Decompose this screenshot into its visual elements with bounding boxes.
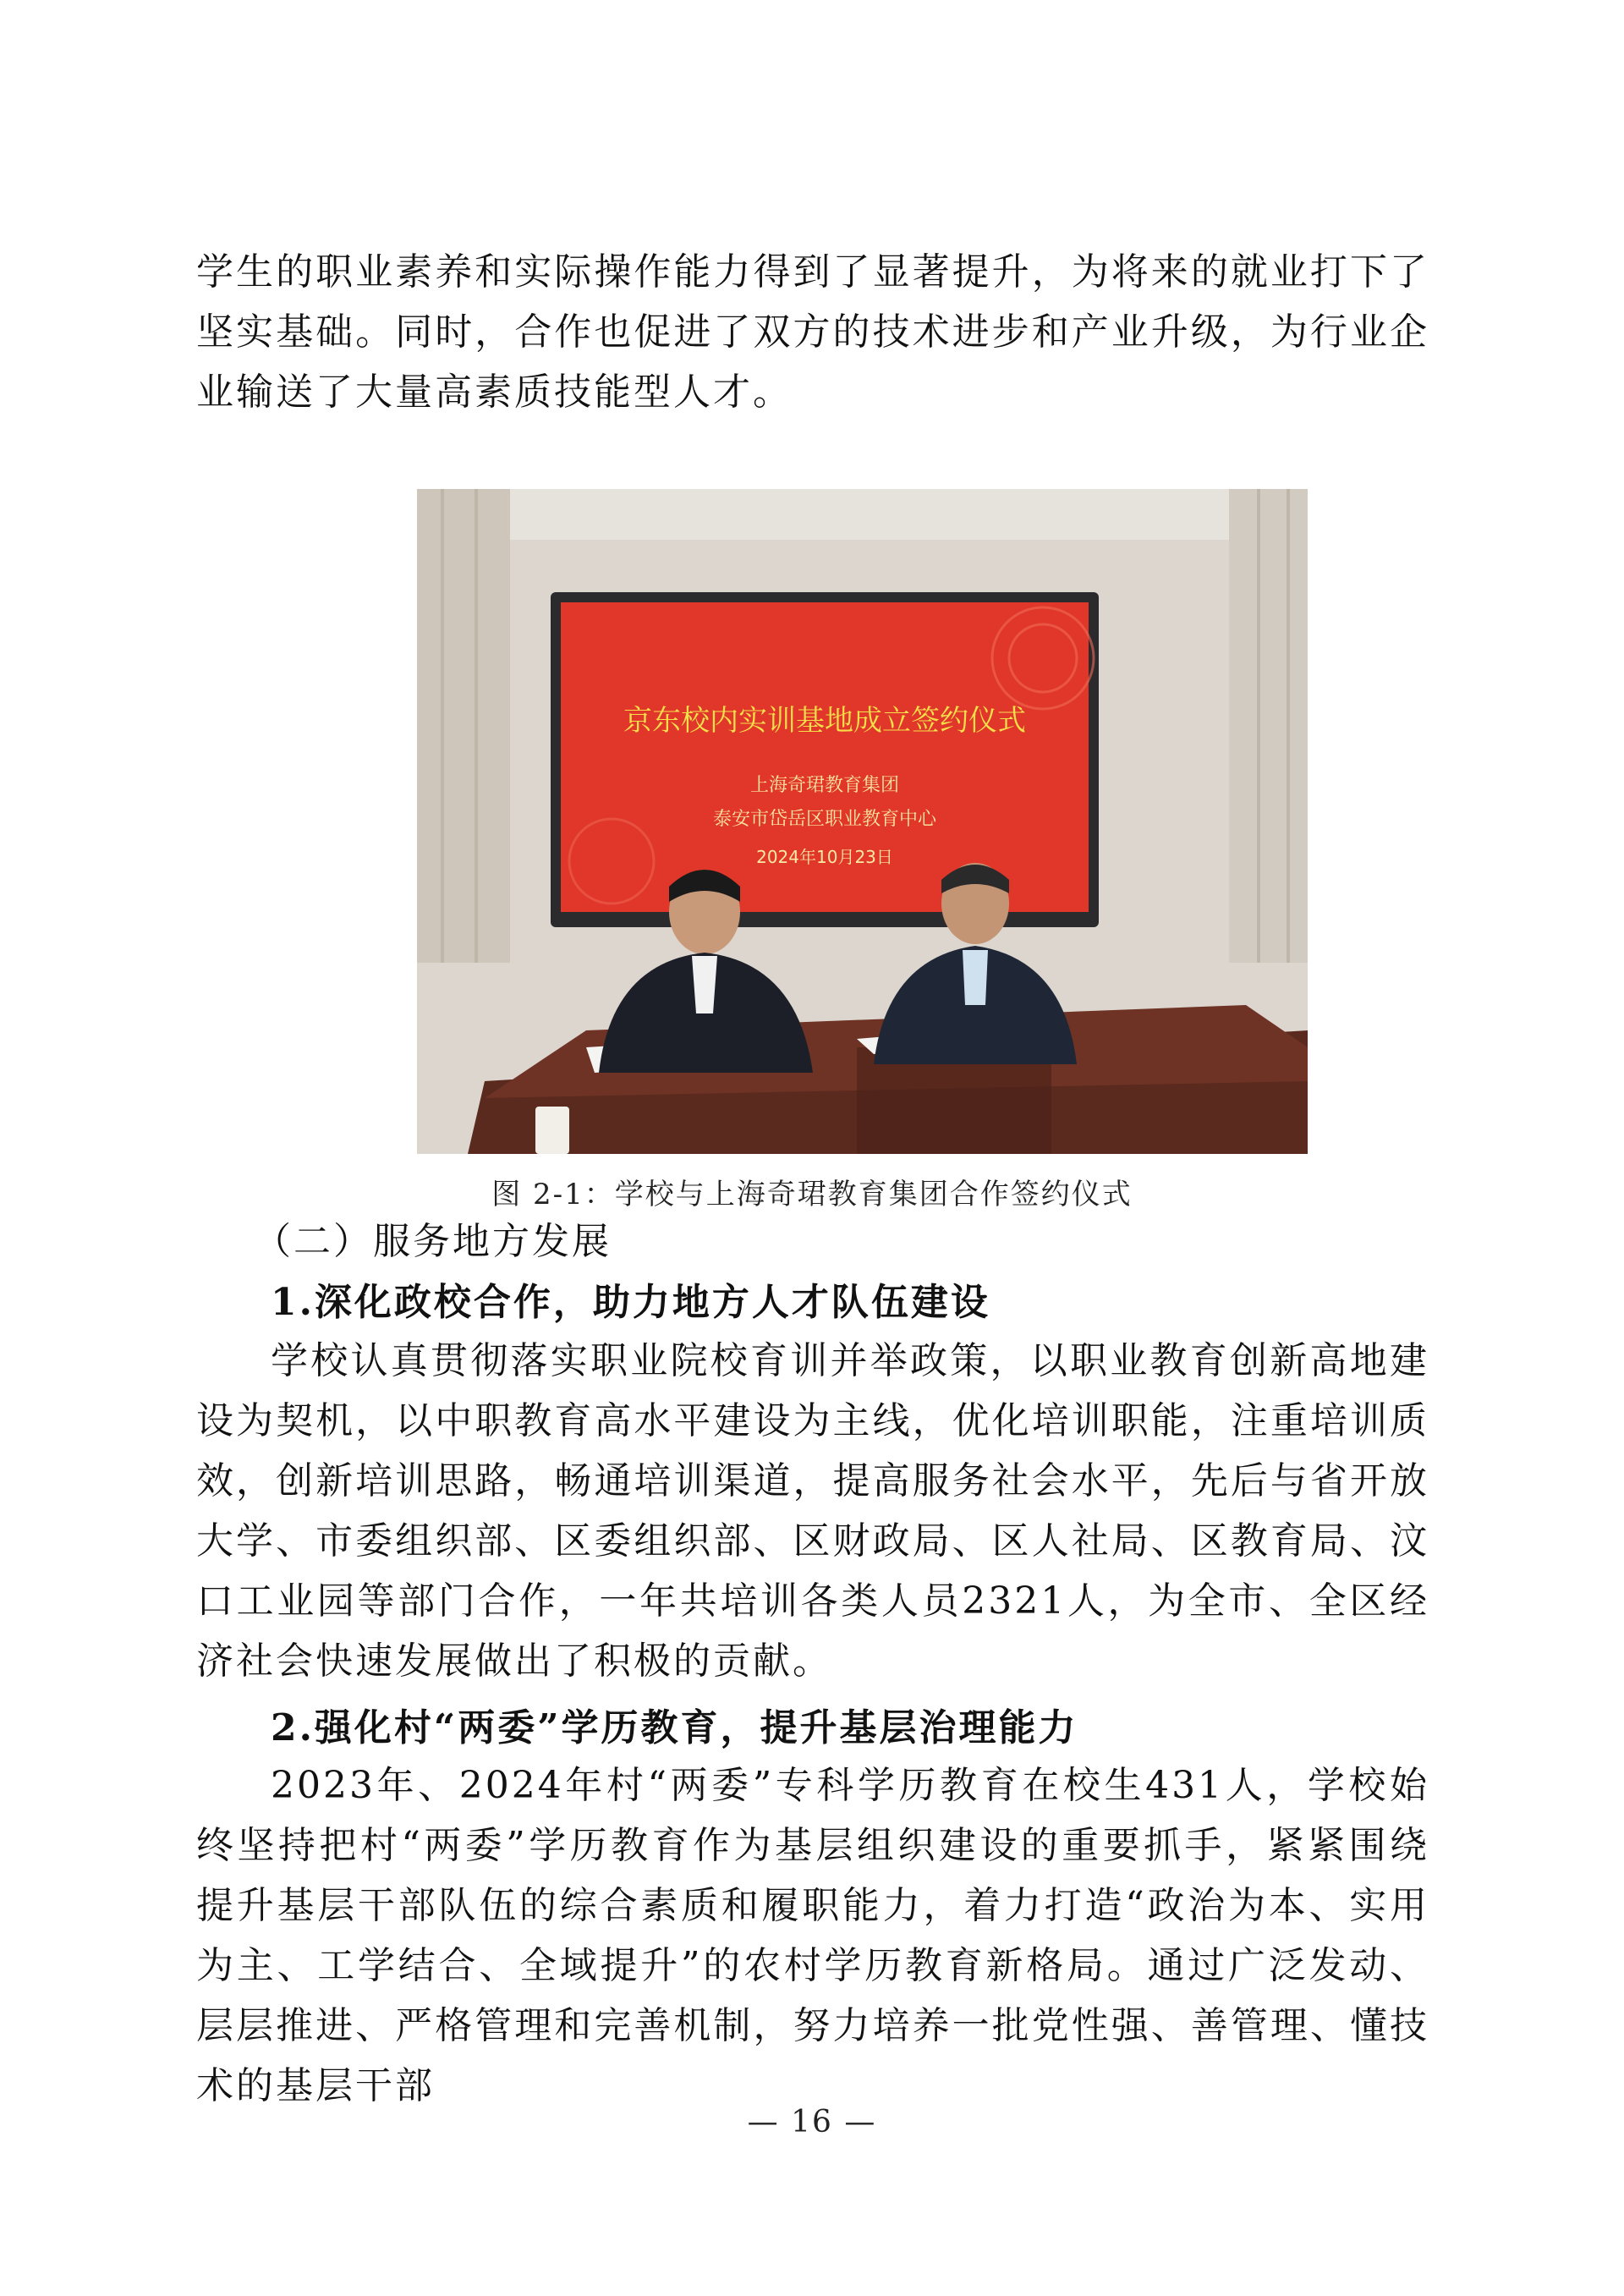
screen-org2: 泰安市岱岳区职业教育中心 bbox=[712, 809, 937, 830]
screen-org1: 上海奇珺教育集团 bbox=[749, 775, 900, 796]
intro-paragraph: 学生的职业素养和实际操作能力得到了显著提升，为将来的就业打下了坚实基础。同时，合作也促进了双方的技术进步和产业升级，为行业企业输送了大量高素质技能型人才。 bbox=[196, 250, 1429, 414]
subsection-heading-1: 1.深化政校合作，助力地方人才队伍建设 bbox=[271, 1281, 990, 1324]
section-heading: （二）服务地方发展 bbox=[254, 1220, 612, 1263]
screen-title: 京东校内实训基地成立签约仪式 bbox=[623, 704, 1026, 738]
section2-paragraph: 2023年、2024年村“两委”专科学历教育在校生431人，学校始终坚持把村“两委”学历教育作为基层组织建设的重要抓手，紧紧围绕提升基层干部队伍的综合素质和履职能力，着力打造“政治为本、实用为主、工学结合、全域提升”的农村学历教育新格局。通过广泛发动、层层推进、严格管理和完善机制，努力培养一批党性强、善管理、懂技术的基层干部 bbox=[196, 1764, 1429, 2107]
section1-paragraph: 学校认真贯彻落实职业院校育训并举政策，以职业教育创新高地建设为契机，以中职教育高水平建设为主线，优化培训职能，注重培训质效，创新培训思路，畅通培训渠道，提高服务社会水平，先后与省开放大学、市委组织部、区委组织部、区财政局、区人社局、区教育局、汶口工业园等部门合作，一年共培训各类人员2321人，为全市、全区经济社会快速发展做出了积极的贡献。 bbox=[196, 1339, 1429, 1683]
page-number: — 16 — bbox=[747, 2105, 877, 2139]
screen-date: 2024年10月23日 bbox=[756, 847, 893, 867]
signing-ceremony-photo bbox=[417, 489, 1308, 1154]
figure-caption: 图 2-1：学校与上海奇珺教育集团合作签约仪式 bbox=[491, 1178, 1133, 1211]
subsection-heading-2: 2.强化村“两委”学历教育，提升基层治理能力 bbox=[271, 1706, 1078, 1749]
